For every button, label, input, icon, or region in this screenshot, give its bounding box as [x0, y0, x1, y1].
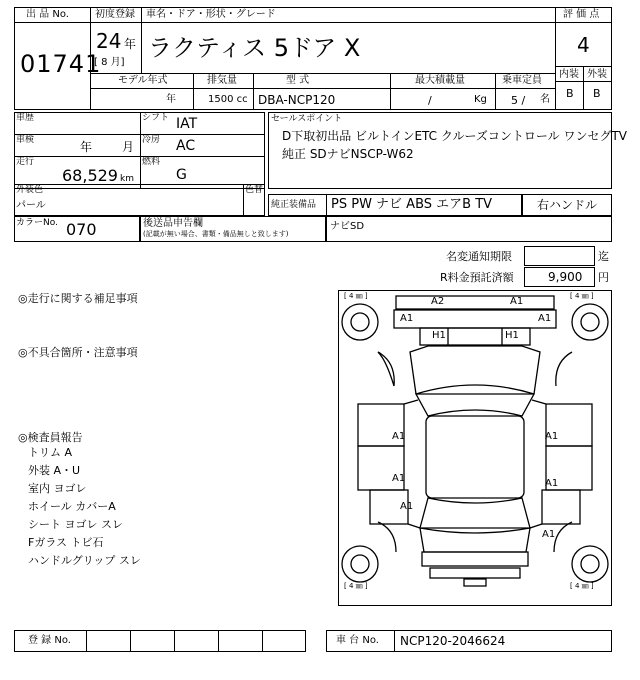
reg-year: 24	[96, 29, 122, 53]
exterior-grade: B	[593, 87, 601, 100]
damage-mark-headlamp-right: H1	[505, 330, 519, 341]
color-change-label: 色替	[245, 185, 264, 195]
inspection-month: 月	[122, 140, 135, 154]
nav-note: ナビSD	[330, 221, 365, 232]
post-docs-label: 後送品申告欄	[143, 218, 203, 229]
capacity: 5 /	[511, 94, 526, 107]
ext-color-value: パール	[16, 200, 46, 211]
first-reg-label: 初度登録	[95, 9, 135, 20]
inspector-title: ◎検査員報告	[18, 431, 83, 444]
name-change-unit: 迄	[598, 250, 609, 263]
report-line: 外装 A・U	[28, 464, 81, 477]
damage-mark-right-quarter: A1	[542, 529, 556, 540]
chassis-number: NCP120-2046624	[400, 634, 506, 648]
genuine-equip-label: 純正装備品	[271, 200, 317, 210]
exterior-label: 外装	[587, 69, 607, 80]
damage-mark-right-rear-door: A1	[545, 478, 559, 489]
model-year-label: モデル年式	[118, 75, 168, 86]
report-line: 室内 ヨゴレ	[28, 482, 87, 495]
reg-no-label: 登 録 No.	[28, 635, 71, 646]
recycle-label: R料金預託済額	[440, 271, 514, 284]
mileage-unit: km	[120, 174, 134, 184]
damage-mark-front-right: A1	[538, 313, 552, 324]
damage-mark-left-front-door: A1	[392, 431, 406, 442]
displacement: 1500 cc	[208, 94, 248, 105]
lot-no-label: 出 品 No.	[26, 9, 69, 20]
damage-mark-front-bumper: A1	[510, 296, 524, 307]
shift-label: シフト	[142, 113, 170, 123]
tire-depth-front-right: [ 4 ㎜ ]	[570, 292, 594, 300]
car-name: ラクティス 5ドア X	[148, 34, 361, 62]
mileage-value: 68,529	[62, 166, 118, 185]
max-load-label: 最大積載量	[415, 75, 465, 86]
damage-mark-headlamp-left: H1	[432, 330, 446, 341]
type-label: 型 式	[286, 75, 310, 86]
report-line: シート ヨゴレ スレ	[28, 518, 123, 531]
history-label: 車歴	[16, 113, 35, 123]
ac-value: AC	[176, 138, 196, 154]
model-year-unit: 年	[166, 94, 176, 105]
reg-year-unit: 年	[124, 37, 137, 51]
report-line: ハンドルグリップ スレ	[28, 554, 141, 567]
recycle-unit: 円	[598, 271, 609, 284]
displacement-label: 排気量	[207, 75, 237, 86]
damage-mark-front-left: A1	[400, 313, 414, 324]
grade-label: 評 価 点	[563, 9, 600, 20]
sales-point-line2: 純正 SDナビNSCP-W62	[282, 147, 414, 161]
shift-value: IAT	[176, 116, 198, 132]
type-value: DBA-NCP120	[258, 93, 336, 107]
ext-color-box	[14, 184, 265, 216]
tire-depth-rear-right: [ 4 ㎜ ]	[570, 582, 594, 590]
post-docs-note: (記載が無い場合、書類・備品無しと致します)	[143, 230, 289, 238]
inspection-label: 車検	[16, 135, 35, 145]
report-line: ホイール カバーA	[28, 500, 116, 513]
name-change-label: 名変通知期限	[446, 250, 512, 263]
defects-title: ◎不具合箇所・注意事項	[18, 346, 138, 359]
fuel-label: 燃料	[142, 157, 161, 167]
damage-mark-left-rear-door: A1	[392, 473, 406, 484]
name-change-box	[524, 246, 595, 266]
nav-note-box	[326, 216, 612, 242]
max-load-unit: Kg	[474, 94, 487, 105]
damage-mark-right-front-door: A1	[545, 431, 559, 442]
interior-grade: B	[566, 87, 574, 100]
equipment-value: PS PW ナビ ABS エアB TV	[331, 197, 493, 212]
max-load: /	[428, 94, 432, 107]
fuel-value: G	[176, 167, 187, 183]
lot-number: 01741	[20, 50, 102, 78]
color-no-label: カラーNo.	[16, 218, 58, 228]
sales-point-line1: D下取初出品 ビルトインETC クルーズコントロール ワンセグTV	[282, 129, 628, 143]
color-no-value: 070	[66, 220, 97, 239]
ext-color-label: 外装色	[16, 185, 44, 195]
inspection-year: 年	[80, 140, 93, 154]
car-diagram	[338, 290, 612, 606]
driving-notes-title: ◎走行に関する補足事項	[18, 292, 138, 305]
grade-value: 4	[577, 33, 590, 57]
report-line: トリム A	[28, 446, 73, 459]
capacity-label: 乗車定員	[502, 75, 542, 86]
steering-value: 右ハンドル	[537, 198, 598, 212]
ac-label: 冷房	[142, 135, 161, 145]
damage-mark-front-bumper: A2	[431, 296, 445, 307]
sales-point-label: セールスポイント	[271, 114, 343, 124]
tire-depth-rear-left: [ 4 ㎜ ]	[344, 582, 368, 590]
reg-month: [ 8 月]	[94, 57, 125, 68]
report-line: Fガラス トビ石	[28, 536, 104, 549]
mileage-label: 走行	[16, 157, 35, 167]
car-name-label: 車名・ドア・形状・グレード	[146, 9, 276, 20]
recycle-value: 9,900	[548, 270, 583, 284]
capacity-unit: 名	[540, 94, 550, 105]
chassis-label: 車 台 No.	[336, 635, 379, 646]
interior-label: 内装	[559, 69, 579, 80]
tire-depth-front-left: [ 4 ㎜ ]	[344, 292, 368, 300]
damage-mark-left-quarter: A1	[400, 501, 414, 512]
